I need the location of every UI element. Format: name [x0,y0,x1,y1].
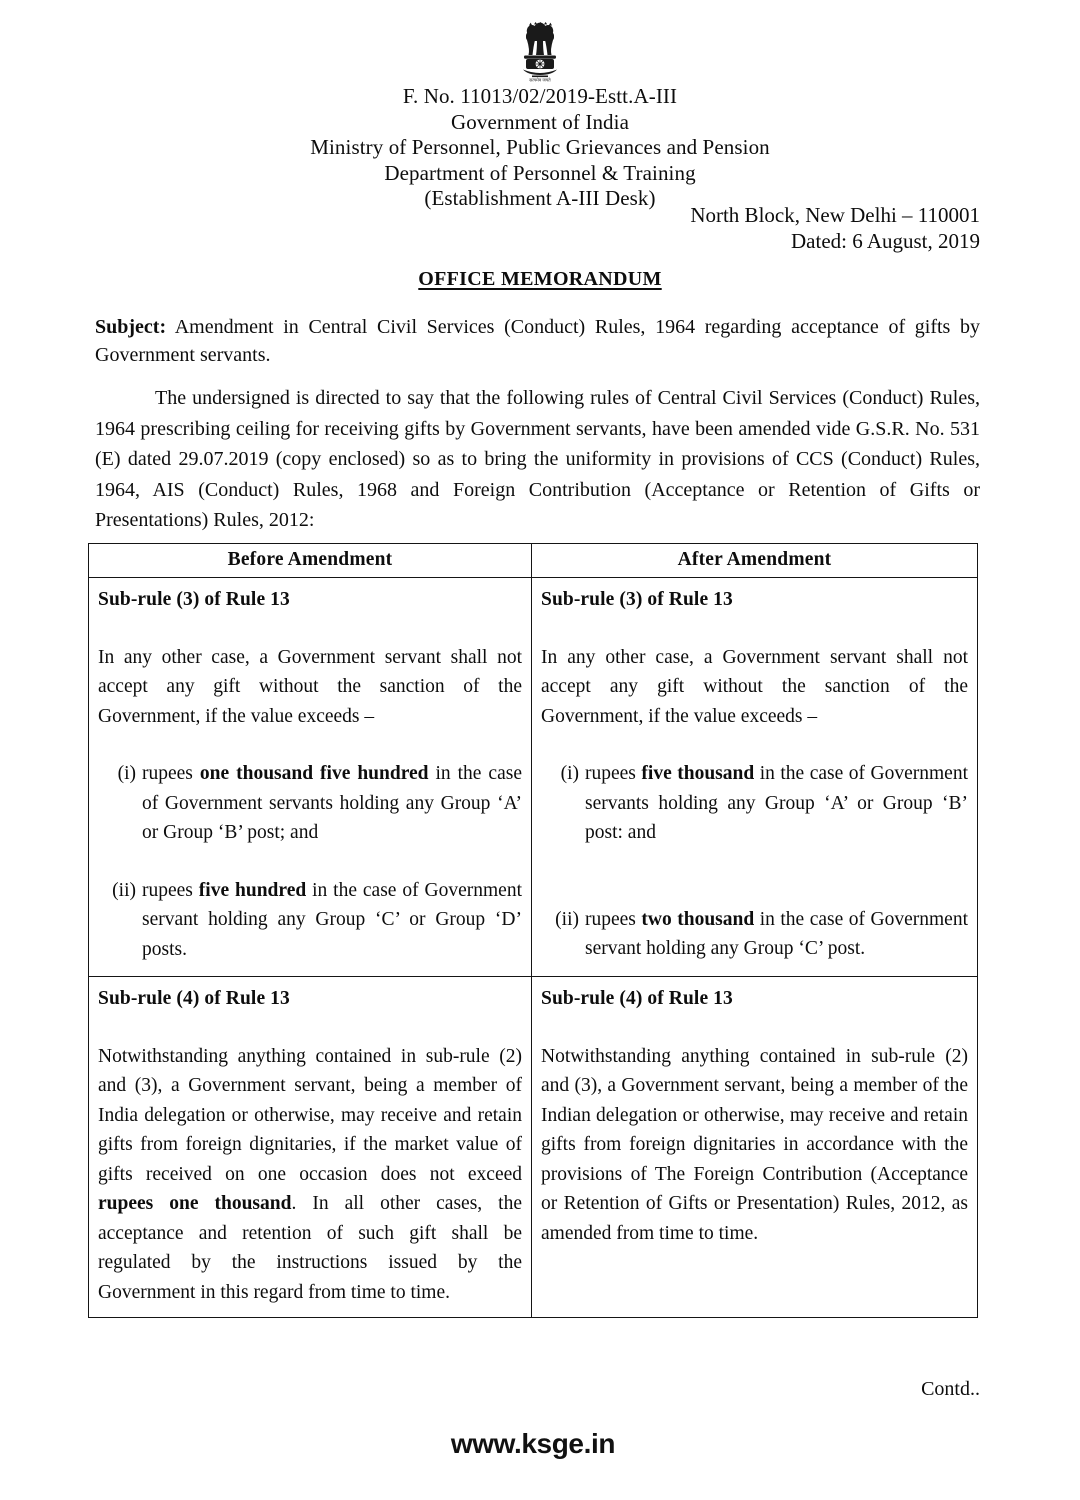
cell-after-subrule-4 [532,977,978,1318]
rule-heading: Sub-rule (4) of Rule 13 [98,988,290,1009]
item-amount: five hundred [198,879,307,901]
item-text-post: in the case of Government servants holding any Group ‘A’ or Group ‘B’ post: and [585,763,968,843]
desk-line: (Establishment A-III Desk) [424,186,656,210]
rule-body [98,1042,522,1308]
list-marker: (i) [117,763,136,784]
item-text-post: in the case of Government servant holding any Group ‘C’ or Group ‘D’ posts. [142,879,522,960]
subject-label: Subject: [95,316,167,338]
list-item [541,759,968,848]
item-amount: two thousand [641,908,755,930]
column-header-before: Before Amendment [89,544,532,578]
ashoka-lion-capital-emblem [517,22,563,82]
body-paragraph: The undersigned is directed to say that the following rules of Central Civil Services (Conduct) Rules, 1964 prescribing ceiling for receiving gifts by Government servants, have been amended vide G.S.R. No. 531 (E) dated 29.07.2019 (copy enclosed) so as to bring the uniformity in provisions of CCS (Conduct) Rules, 1964, AIS (Conduct) Rules, 1968 and Foreign Contribution (Acceptance or Retention of Gifts or Presentations) Rules, 2012: [95,387,980,531]
rule-item-list [98,759,522,964]
list-item [541,905,968,964]
column-header-after: After Amendment [532,544,978,578]
address-block [0,202,980,254]
emblem-container [0,22,1080,87]
cell-before-subrule-4 [89,977,532,1318]
rule-intro: In any other case, a Government servant shall not accept any gift without the sanction of the Government, if the value exceeds – [541,646,968,727]
list-marker: (ii) [112,879,136,901]
list-marker: (ii) [555,908,579,930]
item-amount: one thousand five hundred [199,763,429,784]
continuation-note: Contd.. [921,1378,980,1400]
cell-after-subrule-3 [532,578,978,977]
list-item [98,876,522,965]
item-text-pre: rupees [142,879,199,901]
office-memorandum-heading: OFFICE MEMORANDUM [418,268,662,290]
rule-item-list [541,759,968,964]
government-line: Government of India [450,109,629,134]
item-text-post: in the case of Government servants holding any Group ‘A’ or Group ‘B’ post; and [142,763,522,843]
ministry-line: Ministry of Personnel, Public Grievances and Pension [310,135,770,159]
rule-body-post: . In all other cases, the acceptance and retention of such gift shall be regulated by the instructions issued by the Government in this regard from time to time. [98,1193,522,1303]
letterhead [0,84,1080,212]
cell-before-subrule-3 [89,578,532,977]
rule-body [541,1042,968,1249]
department-line: Department of Personnel & Training [384,160,696,185]
rule-intro: In any other case, a Government servant shall not accept any gift without the sanction of the Government, if the value exceeds – [98,646,522,727]
list-marker: (i) [560,763,579,784]
rule-body-pre: Notwithstanding anything contained in sub-rule (2) and (3), a Government servant, being a member of the Indian delegation or otherwise, may receive and retain gifts from foreign dignitaries in accordance with the provisions of The Foreign Contribution (Acceptance or Retention of Gifts or Presentation) Rules, 2012, as amended from time to time. [541,1045,968,1244]
table-header-row [89,544,978,578]
subject-text: Amendment in Central Civil Services (Conduct) Rules, 1964 regarding acceptance of gifts by Government servants. [95,316,980,366]
site-watermark: www.ksge.in [450,1428,616,1459]
item-text-post: in the case of Government servant holding any Group ‘C’ post. [585,908,968,959]
subject-line [95,313,980,369]
rule-heading: Sub-rule (3) of Rule 13 [98,589,290,610]
page-title [0,268,1080,291]
amendment-comparison-table [88,543,978,1318]
rule-body-pre: Notwithstanding anything contained in sub-rule (2) and (3), a Government servant, being a member of India delegation or otherwise, may receive and retain gifts from foreign dignitaries, if the market value of gifts received on one occasion does not exceed [98,1045,522,1185]
list-item [98,759,522,848]
table-row [89,578,978,977]
item-text-pre: rupees [142,763,200,784]
item-text-pre: rupees [585,908,642,930]
table-row [89,977,978,1318]
rule-heading: Sub-rule (3) of Rule 13 [541,589,733,610]
file-number: F. No. 11013/02/2019-Estt.A-III [402,84,678,108]
rule-heading: Sub-rule (4) of Rule 13 [541,988,733,1009]
rule-body-amount: rupees one thousand [98,1193,292,1214]
svg-text:सत्यमेव जयते: सत्यमेव जयते [529,77,551,82]
office-address: North Block, New Delhi – 110001 [690,203,980,227]
document-date: Dated: 6 August, 2019 [791,229,980,253]
item-amount: five thousand [641,763,755,784]
item-text-pre: rupees [585,763,642,784]
